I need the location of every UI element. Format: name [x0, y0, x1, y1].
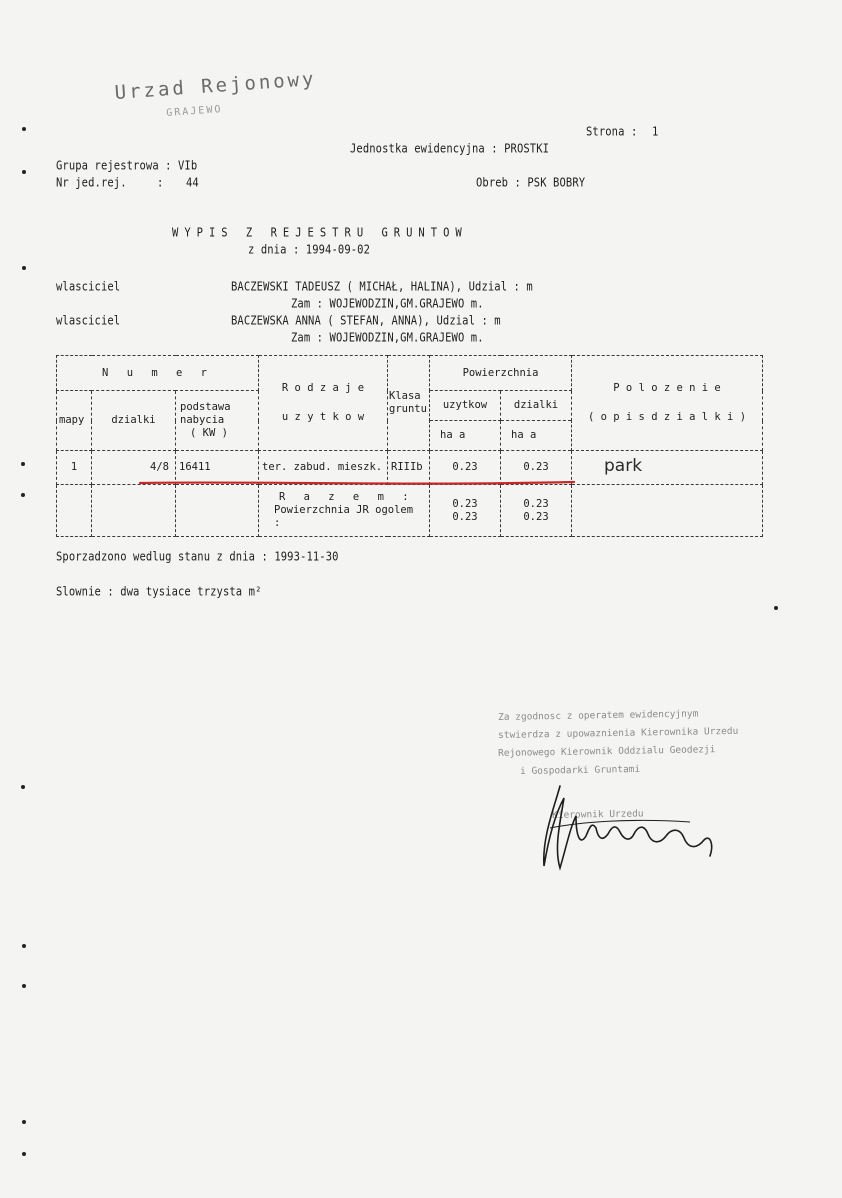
margin-speck — [22, 127, 26, 131]
margin-speck — [21, 462, 25, 466]
margin-speck — [22, 170, 26, 174]
page-number: 1 — [652, 125, 659, 139]
header-dzialki: dzialki — [92, 391, 176, 451]
margin-speck — [22, 944, 26, 948]
cell-mapy: 1 — [57, 451, 92, 485]
words-line: Slownie : dwa tysiace trzysta m² — [56, 585, 262, 599]
margin-speck — [774, 606, 778, 610]
cell-rodzaj: ter. zabud. mieszk. — [259, 451, 388, 485]
totals-uzytkow-1: 0.23 — [452, 497, 478, 510]
totals-dzialki-2: 0.23 — [523, 510, 549, 523]
certification-line-1: Za zgodnosc z operatem ewidencyjnym — [498, 708, 699, 723]
header-dzialki-area: dzialki — [501, 391, 572, 421]
totals-label-ogolem: Powierzchnia JR ogolem : — [274, 504, 414, 529]
obreb-line: Obreb : PSK BOBRY — [476, 176, 586, 190]
totals-dzialki — [501, 485, 572, 537]
header-unit-dzialki: ha a — [501, 421, 572, 451]
nr-label: Nr jed.rej. — [56, 176, 127, 190]
margin-speck — [21, 493, 25, 497]
header-klasa-line1: Klasa — [389, 390, 421, 402]
owner-1-address: Zam : WOJEWODZIN,GM.GRAJEWO m. — [291, 297, 484, 311]
handwritten-note: park — [604, 456, 643, 476]
nr-value: 44 — [186, 176, 199, 190]
land-register-table — [56, 355, 763, 537]
totals-labels — [259, 485, 430, 537]
header-polozenie-line2: ( o p i s d z i a l k i ) — [587, 411, 747, 423]
prepared-line: Sporzadzono wedlug stanu z dnia : 1993-11-30 — [56, 550, 339, 564]
table-totals-row — [57, 485, 763, 537]
header-polozenie-line1: P o l o z e n i e — [613, 382, 721, 394]
cell-klasa: RIIIb — [388, 451, 430, 485]
totals-uzytkow-2: 0.23 — [452, 510, 478, 523]
margin-speck — [22, 1120, 26, 1124]
margin-speck — [22, 1152, 26, 1156]
cell-note — [572, 451, 763, 485]
cell-uzytkow: 0.23 — [430, 451, 501, 485]
owner-1-name: BACZEWSKI TADEUSZ ( MICHAŁ, HALINA), Udzial : m — [231, 280, 533, 294]
certification-signer: Kierownik Urzedu — [552, 808, 644, 821]
header-numer: N u m e r — [57, 356, 259, 391]
header-rodzaje — [259, 356, 388, 451]
owner-2-role: wlasciciel — [56, 314, 121, 328]
certification-line-4: i Gospodarki Gruntami — [520, 763, 641, 777]
totals-dzialki-1: 0.23 — [523, 497, 549, 510]
margin-speck — [22, 266, 26, 270]
signature-drawing — [520, 778, 730, 878]
header-klasa — [388, 356, 430, 451]
header-uzytkow: uzytkow — [430, 391, 501, 421]
header-mapy: mapy — [57, 391, 92, 451]
header-podstawa-line1: podstawa — [180, 401, 231, 413]
header-unit-uzytkow: ha a — [430, 421, 501, 451]
document-date: z dnia : 1994-09-02 — [248, 243, 371, 257]
header-podstawa-line2: nabycia — [180, 414, 225, 426]
owner-2-address: Zam : WOJEWODZIN,GM.GRAJEWO m. — [291, 331, 484, 345]
owner-2-name: BACZEWSKA ANNA ( STEFAN, ANNA), Udzial : m — [231, 314, 501, 328]
totals-label-razem: R a z e m : — [279, 491, 415, 503]
page-label: Strona : — [586, 125, 638, 139]
header-podstawa-line3: ( KW ) — [190, 427, 228, 439]
certification-line-2: stwierdza z upowaznienia Kierownika Urzedu — [498, 725, 739, 741]
cell-dzialki-area: 0.23 — [501, 451, 572, 485]
totals-uzytkow — [430, 485, 501, 537]
document-title: WYPIS Z REJESTRU GRUNTOW — [172, 226, 468, 240]
margin-speck — [21, 785, 25, 789]
cell-kw: 16411 — [176, 451, 259, 485]
header-powierzchnia: Powierzchnia — [430, 356, 572, 391]
header-rodzaje-line1: R o d z a j e — [281, 382, 365, 394]
header-polozenie — [572, 356, 763, 451]
header-rodzaje-line2: u z y t k o w — [281, 411, 365, 423]
owner-1-role: wlasciciel — [56, 280, 121, 294]
nr-separator: : — [157, 176, 164, 190]
unit-line: Jednostka ewidencyjna : PROSTKI — [350, 142, 550, 156]
group-line: Grupa rejestrowa : VIb — [56, 159, 198, 173]
margin-speck — [22, 984, 26, 988]
certification-line-3: Rejonowego Kierownik Oddzialu Geodezji — [498, 744, 716, 759]
red-underline — [138, 476, 578, 490]
office-stamp-city: GRAJEWO — [166, 104, 223, 119]
cell-dzialki: 4/8 — [92, 451, 176, 485]
header-klasa-line2: gruntu — [389, 403, 427, 415]
header-podstawa — [176, 391, 259, 451]
office-stamp: Urzad Rejonowy — [114, 67, 318, 104]
